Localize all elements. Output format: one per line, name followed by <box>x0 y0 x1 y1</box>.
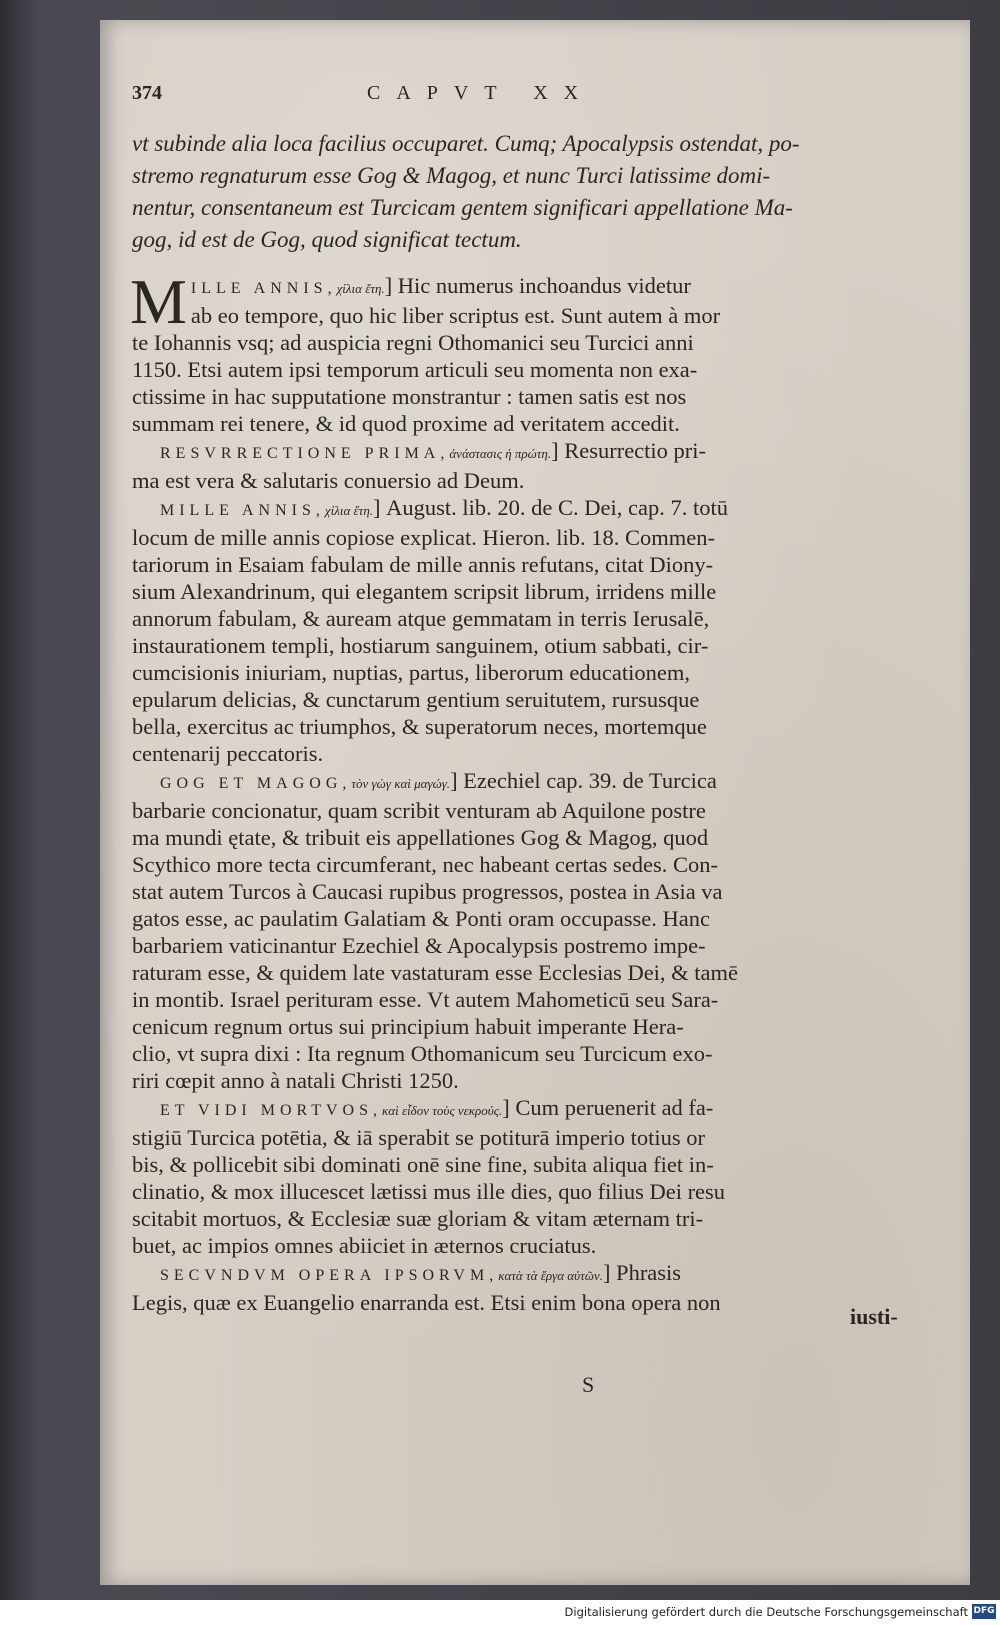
paragraph-resurrectione <box>132 437 932 494</box>
text-line: barbarie concionatur, quam scribit venturam ab Aquilone postre <box>132 798 706 823</box>
text-line: ] August. lib. 20. de C. Dei, cap. 7. totū <box>373 495 728 520</box>
text-line: in montib. Israel perituram esse. Vt autem Mahometicū seu Sara- <box>132 987 719 1012</box>
lemma: GOG ET MAGOG, <box>160 775 352 792</box>
text-line: annorum fabulam, & auream atque gemmatam in terris Ierusalē, <box>132 606 710 631</box>
lemma: ET VIDI MORTVOS, <box>160 1102 383 1119</box>
text-line: bis, & pollicebit sibi dominati onē sine fine, subita aliqua fiet in- <box>132 1152 714 1177</box>
page-number: 374 <box>132 82 162 104</box>
text-line: tariorum in Esaiam fabulam de mille annis refutans, citat Diony- <box>132 552 714 577</box>
text-line: ma est vera & salutaris conuersio ad Deum. <box>132 468 525 493</box>
paragraph-mille-annis <box>130 266 932 437</box>
text-line: raturam esse, & quidem late vastaturam esse Ecclesias Dei, & tamē <box>132 960 739 985</box>
greek-lemma: ἀνάστασις ἡ πρώτη. <box>449 446 552 461</box>
paragraph-mille-annis-2 <box>132 494 932 767</box>
greek-lemma: χίλια ἔτη. <box>324 503 374 518</box>
text-line: epularum delicias, & cunctarum gentium seruitutem, rursusque <box>132 687 700 712</box>
text-line: bella, exercitus ac triumphos, & superatorum neces, mortemque <box>132 714 707 739</box>
text-line: stremo regnaturum esse Gog & Magog, et nunc Turci latissime domi- <box>132 163 771 188</box>
dfg-logo-icon: DFG <box>972 1604 996 1619</box>
italic-continuation <box>132 128 932 256</box>
text-line: buet, ac impios omnes abiiciet in æternos cruciatus. <box>132 1233 597 1258</box>
text-line: vt subinde alia loca facilius occuparet. Cumq; Apocalypsis ostendat, po- <box>132 131 800 156</box>
paragraph-secundum-opera <box>132 1259 932 1316</box>
text-line: ctissime in hac supputatione monstrantur : tamen satis est nos <box>132 384 687 409</box>
text-line: gog, id est de Gog, quod significat tectum. <box>132 227 522 252</box>
text-line: barbariem vaticinantur Ezechiel & Apocalypsis postremo impe- <box>132 933 706 958</box>
text-line: summam rei tenere, & id quod proxime ad veritatem accedit. <box>132 411 680 436</box>
text-line: cenicum regnum ortus sui principium habuit imperante Hera- <box>132 1014 684 1039</box>
text-line: ] Resurrectio pri- <box>551 438 707 463</box>
text-line: Scythico more tecta circumferant, nec habeant certas sedes. Con- <box>132 852 718 877</box>
text-line: locum de mille annis copiose explicat. Hieron. lib. 18. Commen- <box>132 525 716 550</box>
lemma: SECVNDVM OPERA IPSORVM, <box>160 1267 499 1284</box>
text-line: ab eo tempore, quo hic liber scriptus est. Sunt autem à mor <box>190 303 721 328</box>
text-line: instaurationem templi, hostiarum sanguinem, otium sabbati, cir- <box>132 633 709 658</box>
greek-lemma: καὶ εἶδον τοὺς νεκρούς. <box>382 1103 503 1118</box>
text-line: sium Alexandrinum, qui elegantem scripsit librum, irridens mille <box>132 579 717 604</box>
text-line: ma mundi ętate, & tribuit eis appellationes Gog & Magog, quod <box>132 825 709 850</box>
greek-lemma: χίλια ἔτη. <box>336 281 385 296</box>
lemma: RESVRRECTIONE PRIMA, <box>160 445 450 462</box>
text-line: riri cœpit anno à natali Christi 1250. <box>132 1068 459 1093</box>
text-line: clinatio, & mox illucescet lætissi mus ille dies, quo filius Dei resu <box>132 1179 726 1204</box>
text-line: clio, vt supra dixi : Ita regnum Othomanicum seu Turcicum exo- <box>132 1041 713 1066</box>
lemma: ILLE ANNIS, <box>190 280 337 297</box>
digitization-footer <box>0 1600 1000 1625</box>
text-line: ] Phrasis <box>602 1260 682 1285</box>
signature-mark: S <box>582 1372 595 1397</box>
text-line: stigiū Turcica potētia, & iā sperabit se potiturā imperio totius or <box>132 1125 706 1150</box>
catchword: iusti- <box>850 1304 898 1329</box>
text-line: centenarij peccatoris. <box>132 741 324 766</box>
text-line: cumcisionis iniuriam, nuptias, partus, liberorum educationem, <box>132 660 691 685</box>
paragraph-gog-magog <box>132 767 932 1094</box>
greek-lemma: κατὰ τὰ ἔργα αὐτῶν. <box>498 1268 603 1283</box>
running-head: CAPVT XX <box>367 82 595 104</box>
lemma: MILLE ANNIS, <box>160 502 325 519</box>
text-line: ] Ezechiel cap. 39. de Turcica <box>450 768 717 793</box>
greek-lemma: τὸν γὼγ καὶ μαγώγ. <box>351 776 451 791</box>
text-line: nentur, consentaneum est Turcicam gentem significari appellatione Ma- <box>132 195 793 220</box>
text-line: gatos esse, ac paulatim Galatiam & Ponti oram occupasse. Hanc <box>132 906 710 931</box>
text-line: stat autem Turcos à Caucasi rupibus progressos, postea in Asia va <box>132 879 723 904</box>
paragraph-vidi-mortuos <box>132 1094 932 1259</box>
text-line: 1150. Etsi autem ipsi temporum articuli seu momenta non exa- <box>132 357 698 382</box>
text-line: ] Hic numerus inchoandus videtur <box>384 273 691 298</box>
text-line: te Iohannis vsq; ad auspicia regni Othomanici seu Turcici anni <box>132 330 694 355</box>
text-line: ] Cum peruenerit ad fa- <box>502 1095 714 1120</box>
funding-notice: Digitalisierung gefördert durch die Deutsche Forschungsgemeinschaft <box>564 1605 968 1619</box>
commentary-body <box>130 266 932 1316</box>
text-line: Legis, quæ ex Euangelio enarranda est. Etsi enim bona opera non <box>132 1290 721 1315</box>
text-line: scitabit mortuos, & Ecclesiæ suæ gloriam & vitam æternam tri- <box>132 1206 704 1231</box>
drop-cap: M <box>130 266 187 337</box>
